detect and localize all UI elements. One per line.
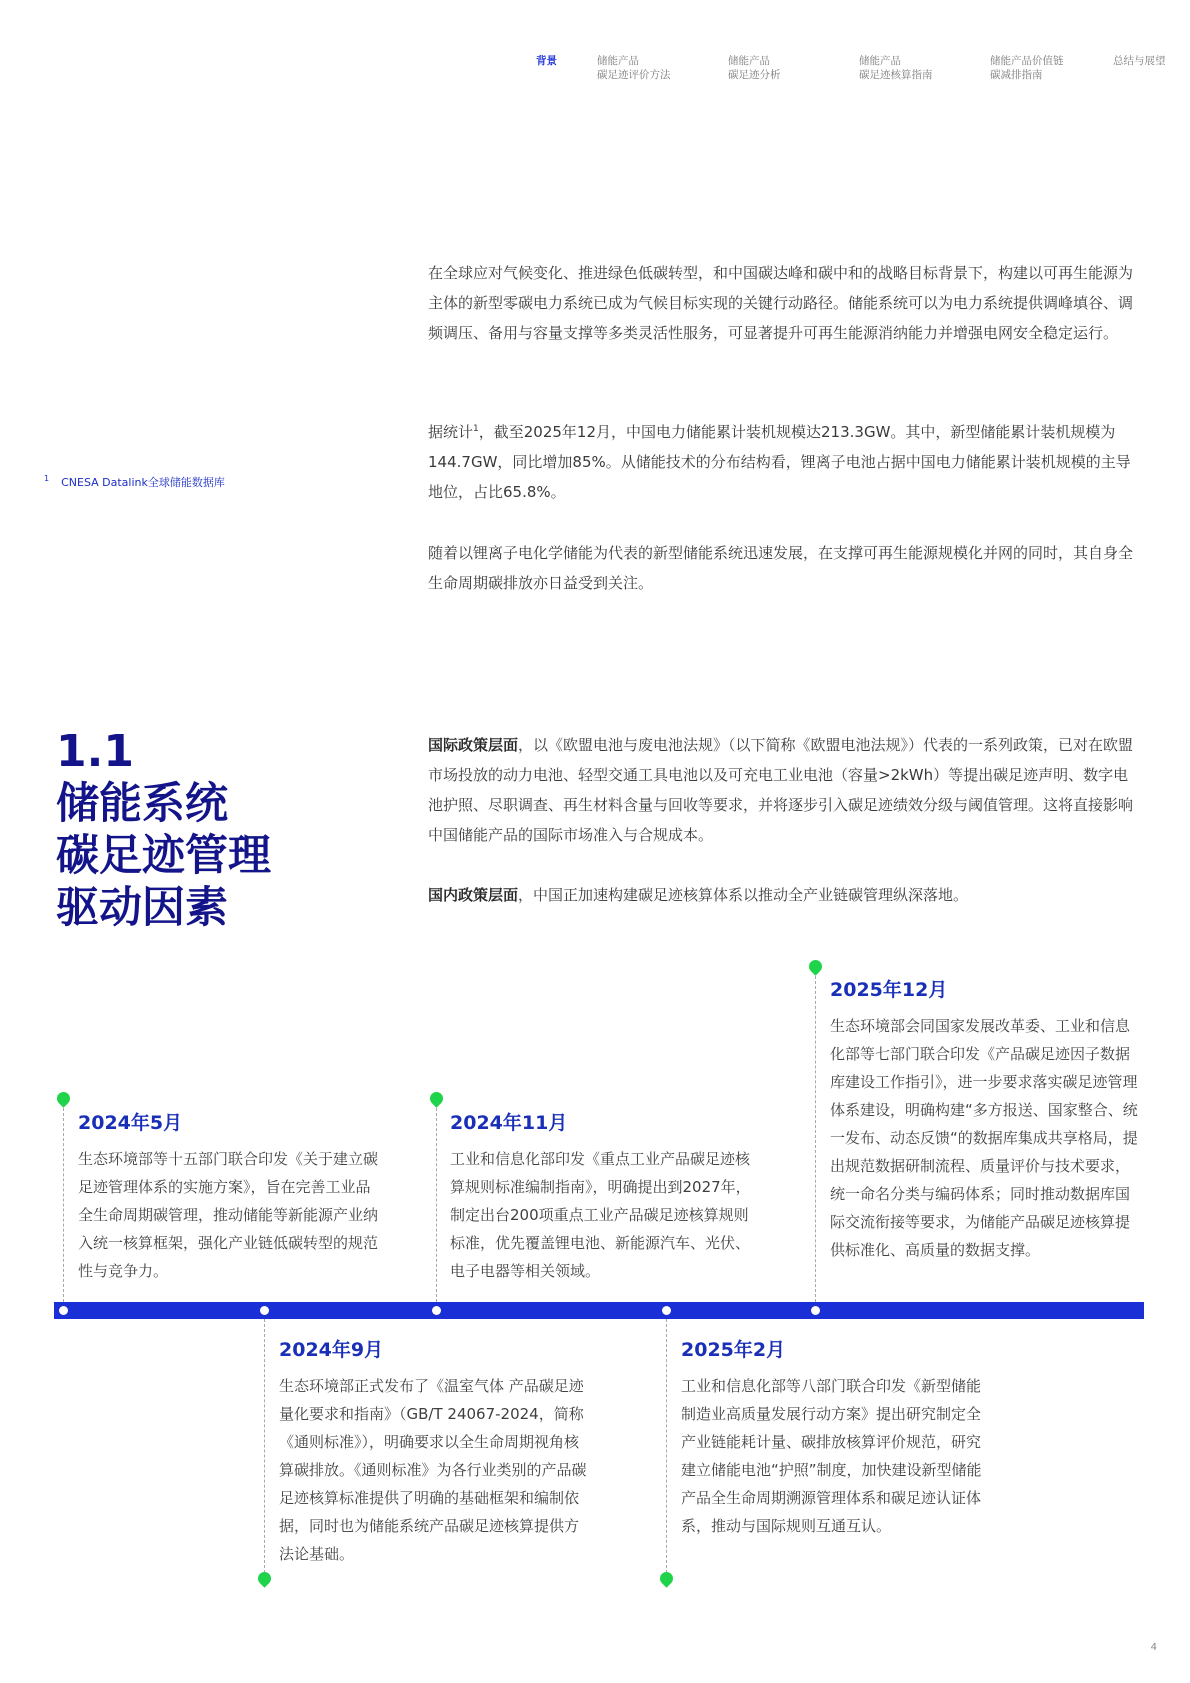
timeline-dot <box>662 1306 671 1315</box>
timeline-dot <box>811 1306 820 1315</box>
timeline-event <box>681 1335 991 1540</box>
timeline-event <box>450 1108 758 1285</box>
policy-label: 国际政策层面 <box>428 736 519 754</box>
nav-tab-label: 储能产品 <box>728 55 770 67</box>
event-date: 2024年9月 <box>279 1339 384 1361</box>
location-pin-icon <box>806 957 824 975</box>
page-number: 4 <box>1150 1642 1157 1653</box>
section-title-line: 驱动因素 <box>56 883 228 933</box>
nav-tab-label: 碳减排指南 <box>990 69 1043 81</box>
footnote-text: CNESA Datalink全球储能数据库 <box>61 476 225 489</box>
policy-label: 国内政策层面 <box>428 886 519 904</box>
location-pin-icon <box>657 1569 675 1587</box>
footnote-mark: 1 <box>44 474 50 484</box>
event-date: 2024年11月 <box>450 1112 568 1134</box>
nav-tab-footprint-analysis[interactable] <box>728 54 781 82</box>
timeline-event <box>830 975 1140 1264</box>
intro-paragraph-2: 据统计$^1$，截至2025年12月，中国电力储能累计装机规模达213.3GW。其中，新型储能累计装机规模为144.7GW，同比增加85%。从储能技术的分布结构看，锂离子电池占据中国电力储能累计装机规模的主导地位，占比65.8%。 <box>428 423 1131 501</box>
timeline-connector <box>666 1319 667 1573</box>
timeline-connector <box>436 1108 437 1302</box>
nav-tab-label: 背景 <box>536 55 557 67</box>
policy-international: 国际政策层面，以《欧盟电池与废电池法规》（以下简称《欧盟电池法规》）代表的一系列政策，已对在欧盟市场投放的动力电池、轻型交通工具电池以及可充电工业电池（容量>2kWh）等提出碳足迹声明、数字电池护照、尽职调查、再生材料含量与回收等要求，并将逐步引入碳足迹绩效分级与阈值管理。这将直接影响中国储能产品的国际市场准入与合规成本。 <box>428 736 1134 844</box>
event-text: 工业和信息化部印发《重点工业产品碳足迹核算规则标准编制指南》，明确提出到2027年，制定出台200项重点工业产品碳足迹核算规则标准，优先覆盖锂电池、新能源汽车、光伏、电子电器等相关领域。 <box>450 1150 751 1280</box>
nav-tab-label: 储能产品 <box>597 55 639 67</box>
timeline-dot <box>59 1306 68 1315</box>
location-pin-icon <box>255 1569 273 1587</box>
footnote <box>44 474 225 490</box>
timeline-dot <box>260 1306 269 1315</box>
nav-tab-label: 碳足迹评价方法 <box>597 69 671 81</box>
event-text: 生态环境部正式发布了《温室气体 产品碳足迹量化要求和指南》（GB/T 24067-2024，简称《通则标准》），明确要求以全生命周期视角核算碳排放。《通则标准》为各行业类别的产品碳足迹核算标准提供了明确的基础框架和编制依据，同时也为储能系统产品碳足迹核算提供方法论基础。 <box>279 1377 587 1563</box>
location-pin-icon <box>427 1089 445 1107</box>
section-title-line: 碳足迹管理 <box>56 831 271 881</box>
nav-tab-accounting-guide[interactable] <box>859 54 933 82</box>
timeline-event <box>279 1335 589 1568</box>
section-title <box>56 726 271 934</box>
nav-tab-background[interactable] <box>536 54 557 68</box>
nav-tab-label: 储能产品价值链 <box>990 55 1064 67</box>
event-text: 生态环境部会同国家发展改革委、工业和信息化部等七部门联合印发《产品碳足迹因子数据库建设工作指引》，进一步要求落实碳足迹管理体系建设，明确构建“多方报送、国家整合、统一发布、动态反馈“的数据库集成共享格局，提出规范数据研制流程、质量评价与技术要求，统一命名分类与编码体系；同时推动数据库国际交流衔接等要求，为储能产品碳足迹核算提供标准化、高质量的数据支撑。 <box>830 1017 1138 1259</box>
section-title-line: 储能系统 <box>56 779 228 829</box>
event-text: 工业和信息化部等八部门联合印发《新型储能制造业高质量发展行动方案》提出研究制定全产业链能耗计量、碳排放核算评价规范，研究建立储能电池“护照”制度，加快建设新型储能产品全生命周期溯源管理体系和碳足迹认证体系，推动与国际规则互通互认。 <box>681 1377 982 1535</box>
event-text: 生态环境部等十五部门联合印发《关于建立碳足迹管理体系的实施方案》，旨在完善工业品全生命周期碳管理，推动储能等新能源产业纳入统一核算框架，强化产业链低碳转型的规范性与竞争力。 <box>78 1150 379 1280</box>
nav-tab-value-chain[interactable] <box>990 54 1064 82</box>
intro-paragraph-3: 随着以锂离子电化学储能为代表的新型储能系统迅速发展，在支撑可再生能源规模化并网的同时，其自身全生命周期碳排放亦日益受到关注。 <box>428 544 1134 592</box>
timeline-dot <box>432 1306 441 1315</box>
intro-paragraph-1: 在全球应对气候变化、推进绿色低碳转型，和中国碳达峰和碳中和的战略目标背景下，构建以可再生能源为主体的新型零碳电力系统已成为气候目标实现的关键行动路径。储能系统可以为电力系统提供调峰填谷、调频调压、备用与容量支撑等多类灵活性服务，可显著提升可再生能源消纳能力并增强电网安全稳定运行。 <box>428 264 1134 342</box>
timeline-connector <box>264 1319 265 1573</box>
nav-tab-label: 碳足迹核算指南 <box>859 69 933 81</box>
nav-tab-summary[interactable] <box>1113 54 1166 68</box>
nav-tab-label: 总结与展望 <box>1113 55 1166 67</box>
section-number: 1.1 <box>56 726 134 777</box>
timeline-axis <box>54 1302 1144 1319</box>
footnote-ref[interactable]: 1 <box>473 424 479 434</box>
timeline-connector <box>815 976 816 1302</box>
event-date: 2025年2月 <box>681 1339 786 1361</box>
timeline-connector <box>63 1108 64 1302</box>
nav-tab-label: 储能产品 <box>859 55 901 67</box>
nav-tab-assessment-method[interactable] <box>597 54 671 82</box>
nav-tab-label: 碳足迹分析 <box>728 69 781 81</box>
timeline-event <box>78 1108 383 1285</box>
policy-domestic: 国内政策层面，中国正加速构建碳足迹核算体系以推动全产业链碳管理纵深落地。 <box>428 886 969 904</box>
location-pin-icon <box>54 1089 72 1107</box>
event-date: 2024年5月 <box>78 1112 183 1134</box>
event-date: 2025年12月 <box>830 979 948 1001</box>
